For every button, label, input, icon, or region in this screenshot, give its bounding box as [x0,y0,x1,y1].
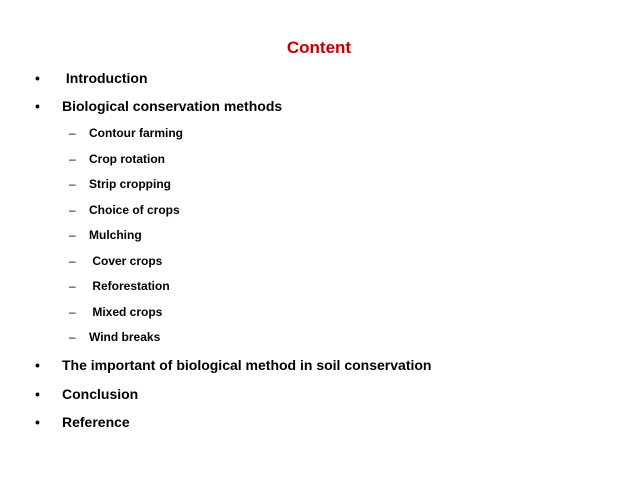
list-item-label: The important of biological method in soil conservation [62,357,432,373]
sub-item-label: Contour farming [89,126,183,140]
dash-marker: – [69,279,76,293]
list-item-label: Biological conservation methods [62,98,283,114]
list-item-label: Reference [62,414,130,430]
list-item-label: Introduction [62,70,148,86]
bullet-marker: • [35,70,40,86]
dash-marker: – [69,203,76,217]
sub-item-label: Reforestation [89,279,170,293]
sub-item-label: Wind breaks [89,330,161,344]
sub-item-label: Cover crops [89,254,163,268]
bullet-marker: • [35,357,40,373]
dash-marker: – [69,305,76,319]
dash-marker: – [69,126,76,140]
sub-item-label: Mixed crops [89,305,163,319]
sub-item-label: Strip cropping [89,177,171,191]
list-item-label: Conclusion [62,386,139,402]
sub-item-label: Crop rotation [89,152,165,166]
dash-marker: – [69,254,76,268]
dash-marker: – [69,152,76,166]
sub-item-label: Choice of crops [89,203,180,217]
bullet-marker: • [35,414,40,430]
bullet-marker: • [35,98,40,114]
slide-title: Content [286,38,352,57]
dash-marker: – [69,177,76,191]
bullet-marker: • [35,386,40,402]
dash-marker: – [69,228,76,242]
sub-item-label: Mulching [89,228,142,242]
dash-marker: – [69,330,76,344]
